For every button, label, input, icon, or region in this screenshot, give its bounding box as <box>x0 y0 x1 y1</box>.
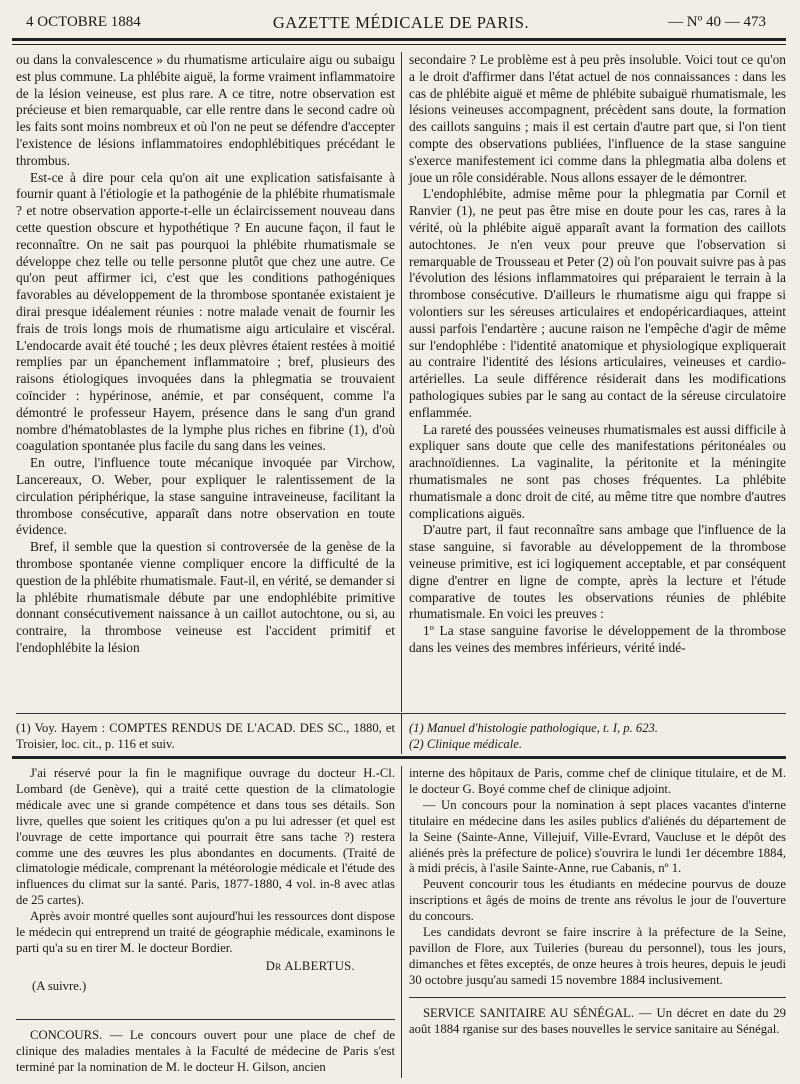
news-paragraph: Peuvent concourir tous les étudiants en médecine pourvus de douze inscriptions et âgés de moins de trente ans révolus le jour de l'ouverture du concours. <box>409 877 786 924</box>
news-section <box>16 766 786 1078</box>
article-paragraph: 1º La stase sanguine favorise le développement de la thrombose dans les veines des membres inférieurs, vérité indé- <box>409 623 786 655</box>
article-left-column <box>16 52 402 712</box>
news-left-column <box>16 766 402 1078</box>
divider <box>409 997 786 998</box>
author-signature: Dr ALBERTUS. <box>265 958 355 973</box>
news-right-column <box>402 766 786 1078</box>
news-paragraph: Après avoir montré quelles sont aujourd'hui les ressources dont dispose le médecin qui entreprend un traité de géographie médicale, examinons le parti qu'a su en tirer M. le docteur Bordier. <box>16 909 395 955</box>
footnotes-left <box>16 714 402 754</box>
article-paragraph: Bref, il semble que la question si controversée de la genèse de la thrombose spontanée vienne compliquer encore la difficulté de la question de la phlébite rhumatismale. Faut-il, en vérité, se demander si la phlébite rhumatismale débute par une endophlébite primitive donnant consécutivement naissance à un caillot autochtone, ou si, au contraire, la thrombose veineuse est l'accident primitif et l'endophlébite la lésion <box>16 539 395 655</box>
footnotes <box>16 713 786 754</box>
article-paragraph: L'endophlébite, admise même pour la phlegmatia par Cornil et Ranvier (1), ne peut pas être mise en doute pour les cas, rares à la vérité, où la phlébite aiguë apparaît avant la formation des caillots autochtones. Je n'en veux pour preuve que l'observation si remarquable de Trousseau et Peter (2) où l'on pouvait suivre pas à pas l'évolution des lésions inflammatoires qui préparaient le terrain à la thrombose consécutive. D'ailleurs le rhumatisme aigu qui frappe si volontiers sur les séreuses articulaires et endopéricardiaques, atteint aussi parfois l'endartère ; aucune raison ne l'empêche d'agir de même sur l'endophlébe : l'identité anatomique et physiologique expliquerait au contraire l'identité des lésions articulaires, veineuses et cardio-artérielles. La seule différence résiderait dans les modifications pathologiques subies par le sang au contact de la séreuse circulatoire enflammée. <box>409 186 786 420</box>
footnotes-right <box>402 714 786 754</box>
concours-notice: CONCOURS. — Le concours ouvert pour une place de chef de clinique des maladies mentales à la Faculté de médecine de Paris s'est terminé par la nomination de M. le docteur H. Gilson, ancien <box>16 1027 395 1074</box>
news-paragraph: Les candidats devront se faire inscrire à la préfecture de la Seine, pavillon de Flore, aux Tuileries (bureau du personnel), tous les jours, dimanches et fêtes exceptés, de onze heures à trois heures, depuis le jeudi 30 octobre jusqu'au samedi 15 novembre 1884 inclusivement. <box>409 925 786 987</box>
issue-page-number: — Nº 40 — 473 <box>668 14 766 30</box>
header-rule-thin <box>12 44 786 45</box>
news-paragraph: — Un concours pour la nomination à sept places vacantes d'interne titulaire en médecine dans les asiles publics d'aliénés du département de la Seine (Sainte-Anne, Villejuif, Ville-Evrard, Vaucluse et le dépôt des aliénés près la préfecture de police) s'ouvrira le lundi 1er décembre 1884, à midi précis, à l'asile Sainte-Anne, rue Cabanis, nº 1. <box>409 797 786 876</box>
senegal-notice: SERVICE SANITAIRE AU SÉNÉGAL. — Un décret en date du 29 août 1884 rganise sur des bases nouvelles le service sanitaire au Sénégal. <box>409 1005 786 1036</box>
footnote: (1) Voy. Hayem : COMPTES RENDUS DE L'ACAD. DES SC., 1880, et Troisier, loc. cit., p. 116 et suiv. <box>16 721 395 751</box>
article-paragraph: D'autre part, il faut reconnaître sans ambage que l'influence de la stase sanguine, si favorable au développement de la thrombose veineuse primitive, est ici logiquement acceptable, et par conséquent digne d'entrer en ligne de compte, après la lecture et l'étude comparative de toutes les observations réunies de phlébite rhumatismale. En voici les preuves : <box>409 522 786 622</box>
article-paragraph: La rareté des poussées veineuses rhumatismales est aussi difficile à expliquer sans doute que celle des manifestations péritonéales ou arachnoïdiennes. La vaginalite, la péritonite et la méningite rhumatismales ne sont pas choses fréquentes. La phlébite rhumatismale a donc droit de cité, au même titre que nombre d'autres complications aiguës. <box>409 421 786 521</box>
journal-title: GAZETTE MÉDICALE DE PARIS. <box>272 13 530 32</box>
article-paragraph: secondaire ? Le problème est à peu près insoluble. Voici tout ce qu'on a le droit d'affirmer dans l'état actuel de nos connaissances : dans les cas de phlébite aiguë et même de phlébite subaiguë rhumatismale, les lésions veineuses accompagnent, précèdent sans doute, la formation des caillots sanguins ; mais il est certain d'autre part que, si l'on tient compte des observations publiées, l'influence de la stase sanguine s'exerce manifestement ici comme dans la phlegmatia alba dolens et joue un rôle considérable. Nous allons essayer de le démontrer. <box>409 52 786 185</box>
footnote: (1) Manuel d'histologie pathologique, t. I, p. 623. <box>409 721 658 735</box>
article-right-column <box>402 52 786 712</box>
issue-date: 4 OCTOBRE 1884 <box>26 14 141 30</box>
article-body <box>16 52 786 712</box>
section-separator <box>12 756 786 759</box>
article-paragraph: En outre, l'influence toute mécanique invoquée par Virchow, Lancereaux, O. Weber, pour expliquer le ralentissement de la circulation périphérique, la stase sanguine intraveineuse, facilitant la thrombose consécutive, apparaît dans notre observation en toute évidence. <box>16 455 395 538</box>
news-paragraph: interne des hôpitaux de Paris, comme chef de clinique titulaire, et de M. le docteur G. Boyé comme chef de clinique adjoint. <box>409 766 786 796</box>
article-paragraph: ou dans la convalescence » du rhumatisme articulaire aigu ou subaigu est plus commune. La phlébite aiguë, la forme vraiment inflammatoire de la lésion veineuse, est plus rare. A ce titre, notre observation est précieuse et bien remarquable, car elle rentre dans le second cadre où les faits sont moins nombreux et où l'on ne peut se défendre d'accepter l'existence de lésions inflammatoires endophlébitiques précédant le thrombus. <box>16 52 395 168</box>
news-paragraph: J'ai réservé pour la fin le magnifique ouvrage du docteur H.-Cl. Lombard (de Genève), qui a traité cette question de la climatologie médicale avec une si grande compétence et dans tous ses détails. Son livre, quelles que soient les critiques qu'on a pu lui adresser (et quel est l'ouvrage de cette importance qui pourrait être sans tache ?) restera comme une des œuvres les plus abondantes en documents. (Traité de climatologie médicale, comprenant la météorologie médicale et l'étude des influences du climat sur la santé. Paris, 1877-1880, 4 vol. in-8 avec atlas de 25 cartes). <box>16 766 395 908</box>
header-rule-thick <box>12 38 786 41</box>
to-be-continued: (A suivre.) <box>32 978 87 993</box>
divider <box>16 1019 395 1020</box>
footnote: (2) Clinique médicale. <box>409 737 522 751</box>
article-paragraph: Est-ce à dire pour cela qu'on ait une explication satisfaisante à fournir quant à l'étiologie et la pathogénie de la phlébite rhumatismale ? et notre observation apporte-t-elle un éclaircissement nouveau dans cette question obscure et hypothétique ? En aucune façon, il faut le reconnaître. On ne sait pas pourquoi la phlébite rhumatismale se développe chez telle ou telle personne plutôt que chez une autre. Ce qu'on peut affirmer ici, c'est que les conditions pathogéniques favorables au développement de la thrombose spontanée existaient je dirai presque idéalement réunies : notre malade venait de fournir les frais de trois longs mois de rhumatisme aigu articulaire et viscéral. L'endocarde avait été touché ; les deux plèvres étaient restées à moitié remplies par un épanchement inflammatoire ; bref, plusieurs des raisons étiologiques invoquées dans la phlegmatia se trouvaient coïncider : hypérinose, anémie, et par conséquent, comme l'a démontré le professeur Hayem, présence dans le sang d'un grand nombre d'hématoblastes de la lymphe plus riches en fibrine (1), d'où coagulation spontanée plus facile du sang dans les veines. <box>16 169 395 454</box>
